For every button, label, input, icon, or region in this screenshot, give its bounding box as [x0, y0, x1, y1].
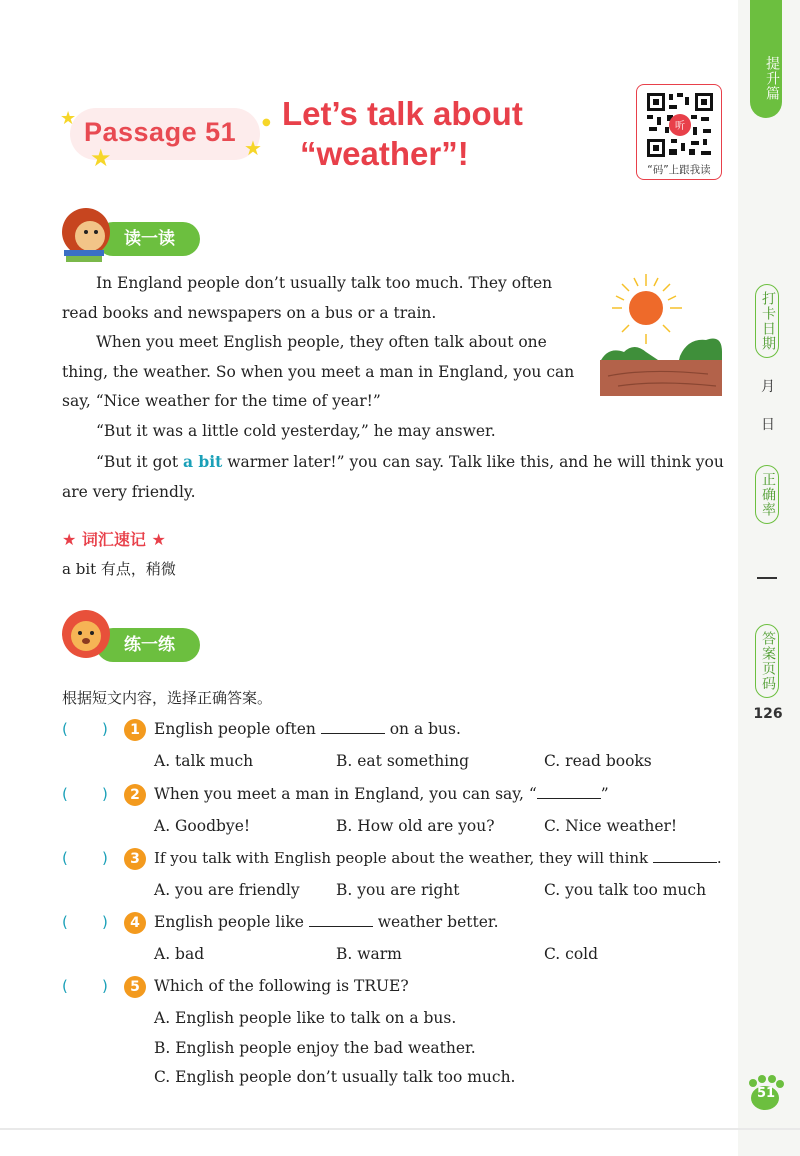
question-text: If you talk with English people about the weather, they will think — [154, 849, 653, 867]
answer-paren[interactable] — [62, 977, 122, 995]
read-section-header: 读一读 — [96, 222, 200, 256]
answer-paren[interactable] — [62, 720, 122, 738]
question-number: 1 — [124, 719, 146, 741]
option-b[interactable]: B. English people enjoy the bad weather. — [154, 1039, 476, 1057]
answer-paren[interactable] — [62, 913, 122, 931]
answer-blank — [321, 720, 385, 734]
option-b[interactable]: B. How old are you? — [336, 817, 495, 835]
level-tab: 提升篇 — [750, 0, 782, 118]
vocab-title: ★ 词汇速记 ★ — [62, 530, 166, 549]
accuracy-line — [757, 577, 777, 579]
paragraph-2: When you meet English people, they often talk about one thing, the weather. So when you meet a man in England, you can say, “Nice weather for the time of year!” — [62, 333, 575, 411]
vocab-entry: a bit 有点，稍微 — [62, 560, 176, 578]
paren-right: ) — [102, 977, 108, 995]
qr-listen-label: 听 — [675, 121, 685, 132]
option-c[interactable]: C. English people don’t usually talk too much. — [154, 1068, 516, 1086]
title-line-2: “weather”! — [300, 135, 469, 172]
day-label: 日 — [761, 417, 775, 433]
lion-icon — [58, 606, 114, 664]
question-text: English people like — [154, 913, 309, 931]
paren-right: ) — [102, 785, 108, 803]
paren-left: ( — [62, 785, 68, 803]
month-label: 月 — [761, 379, 775, 395]
paragraph-4-start: “But it got — [96, 453, 183, 471]
paren-right: ) — [102, 720, 108, 738]
paragraph-3: “But it was a little cold yesterday,” he may answer. — [96, 422, 496, 440]
question-text: English people often — [154, 720, 321, 738]
question-5: Which of the following is TRUE? — [154, 977, 409, 995]
practice-section-header: 练一练 — [96, 628, 200, 662]
question-text-end: on a bus. — [384, 720, 461, 738]
paren-right: ) — [102, 849, 108, 867]
option-c[interactable]: C. cold — [544, 945, 599, 963]
qr-caption: “码”上跟我读 — [647, 164, 711, 176]
accuracy-box: 正确率 — [755, 465, 779, 524]
page-title — [282, 94, 602, 174]
qr-code-box[interactable] — [636, 84, 722, 180]
passage-number: Passage 51 — [84, 117, 237, 147]
answer-blank — [653, 849, 717, 863]
option-b[interactable]: B. you are right — [336, 881, 460, 899]
option-c[interactable]: C. read books — [544, 752, 652, 770]
question-3 — [154, 849, 722, 867]
paragraph-4-end: warmer later!” you can say. Talk like this, and he will think you are very friendly. — [62, 453, 724, 501]
question-number: 3 — [124, 848, 146, 870]
vocab-highlight: a bit — [182, 452, 223, 471]
paren-left: ( — [62, 849, 68, 867]
star-icon: ● — [262, 117, 271, 128]
instruction: 根据短文内容，选择正确答案。 — [62, 689, 273, 707]
answer-paren[interactable] — [62, 849, 122, 867]
question-text-end: . — [716, 849, 722, 867]
star-icon: ★ — [90, 144, 112, 172]
option-a[interactable]: A. bad — [154, 945, 205, 963]
title-line-1: Let’s talk about — [282, 95, 523, 132]
qr-code-icon[interactable] — [645, 91, 715, 159]
option-c[interactable]: C. Nice weather! — [544, 817, 678, 835]
paren-left: ( — [62, 913, 68, 931]
answer-blank — [309, 913, 373, 927]
star-icon: ★ — [244, 136, 262, 160]
paren-left: ( — [62, 977, 68, 995]
paragraph-4 — [62, 447, 726, 507]
answer-page-box: 答案页码 — [755, 624, 779, 698]
sunny-landscape-illustration — [598, 272, 726, 398]
checkin-date-box: 打卡日期 — [755, 284, 779, 358]
answer-page-number: 126 — [753, 706, 783, 722]
page-number: 51 — [756, 1086, 776, 1101]
star-icon: ★ — [60, 108, 77, 129]
bottom-rule — [0, 1128, 800, 1130]
paren-left: ( — [62, 720, 68, 738]
question-text-end: ” — [600, 785, 609, 803]
option-a[interactable]: A. talk much — [154, 752, 254, 770]
option-a[interactable]: A. Goodbye! — [154, 817, 251, 835]
question-number: 2 — [124, 784, 146, 806]
option-a[interactable]: A. you are friendly — [154, 881, 300, 899]
question-1 — [154, 720, 461, 738]
paren-right: ) — [102, 913, 108, 931]
question-text: When you meet a man in England, you can say, “ — [154, 785, 537, 803]
hedgehog-reading-icon — [56, 204, 116, 266]
question-text-end: weather better. — [372, 913, 499, 931]
question-4 — [154, 913, 499, 931]
paragraph-1: In England people don’t usually talk too much. They often read books and newspapers on a bus or a train. — [62, 274, 553, 322]
answer-paren[interactable] — [62, 785, 122, 803]
option-c[interactable]: C. you talk too much — [544, 881, 707, 899]
option-a[interactable]: A. English people like to talk on a bus. — [154, 1009, 457, 1027]
answer-blank — [537, 785, 601, 799]
question-number: 4 — [124, 912, 146, 934]
question-number: 5 — [124, 976, 146, 998]
option-b[interactable]: B. eat something — [336, 752, 470, 770]
option-b[interactable]: B. warm — [336, 945, 402, 963]
question-2 — [154, 785, 609, 803]
